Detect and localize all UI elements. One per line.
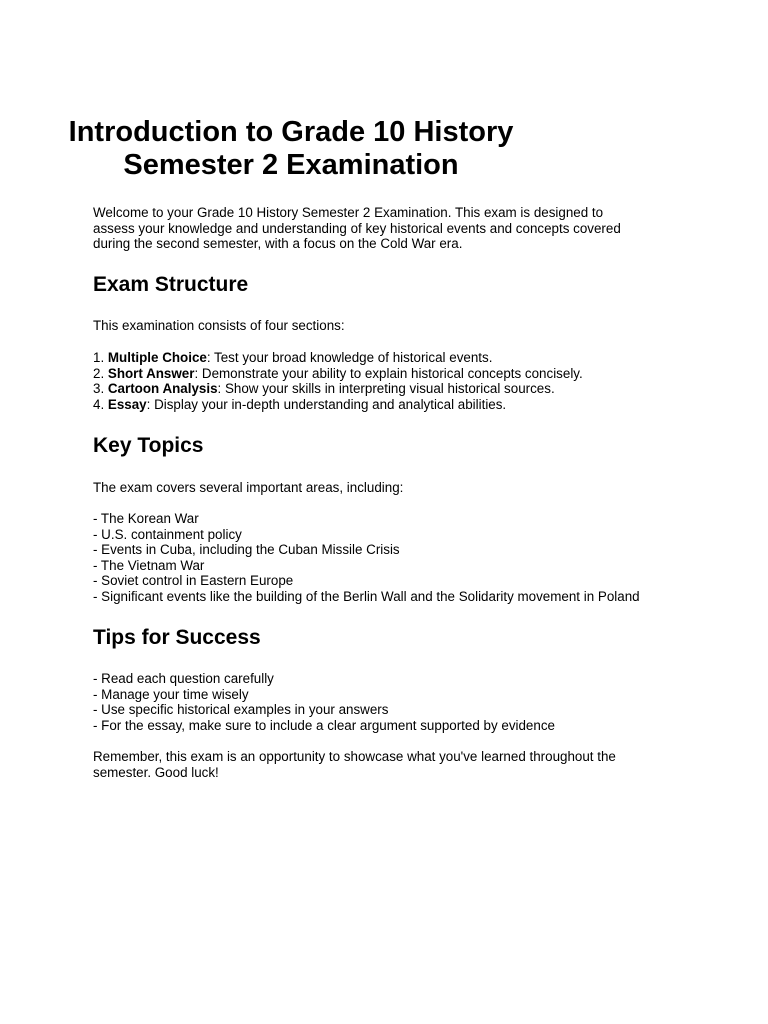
topic-item: - The Korean War (93, 511, 199, 526)
exam-section-item: 4. Essay: Display your in-depth understanding and analytical abilities. (93, 396, 507, 412)
exam-structure-heading: Exam Structure (93, 273, 249, 296)
closing-line: Remember, this exam is an opportunity to showcase what you've learned throughout the (93, 749, 616, 764)
intro-line: assess your knowledge and understanding of key historical events and concepts covered (93, 220, 621, 236)
key-topics-list (93, 511, 640, 605)
section-name: Multiple Choice (107, 350, 207, 365)
topic-item: - Significant events like the building of the Berlin Wall and the Solidarity movement in Poland (93, 588, 640, 604)
exam-structure-lead: This examination consists of four sections: (93, 318, 345, 333)
exam-section-item: 1. Multiple Choice: Test your broad knowledge of historical events. (93, 350, 493, 365)
tips-list (93, 671, 555, 733)
title-line-1: Introduction to Grade 10 History (68, 116, 514, 148)
document-title (0, 116, 675, 182)
exam-sections-list (93, 350, 583, 412)
section-name: Short Answer (107, 365, 195, 381)
intro-line: during the second semester, with a focus on the Cold War era. (93, 236, 463, 252)
section-name: Essay (107, 396, 147, 412)
closing-paragraph (93, 749, 693, 780)
tip-item: - Read each question carefully (93, 671, 274, 686)
section-name: Cartoon Analysis (107, 381, 218, 397)
topic-item: - Events in Cuba, including the Cuban Missile Crisis (93, 542, 400, 558)
tips-heading: Tips for Success (93, 626, 261, 649)
tip-item: - Use specific historical examples in your answers (93, 702, 389, 718)
exam-section-item: 3. Cartoon Analysis: Show your skills in interpreting visual historical sources. (93, 381, 555, 397)
topic-item: - U.S. containment policy (93, 526, 242, 542)
intro-line: Welcome to your Grade 10 History Semester 2 Examination. This exam is designed to (93, 205, 604, 220)
key-topics-lead: The exam covers several important areas, including: (93, 480, 404, 495)
key-topics-heading: Key Topics (93, 434, 204, 457)
closing-line: semester. Good luck! (93, 764, 219, 780)
exam-section-item: 2. Short Answer: Demonstrate your ability to explain historical concepts concisely. (93, 365, 583, 381)
topic-item: - The Vietnam War (93, 557, 205, 573)
title-line-2: Semester 2 Examination (123, 149, 459, 181)
topic-item: - Soviet control in Eastern Europe (93, 573, 294, 589)
tip-item: - For the essay, make sure to include a clear argument supported by evidence (93, 717, 555, 733)
tip-item: - Manage your time wisely (93, 686, 249, 702)
intro-paragraph (93, 205, 693, 252)
